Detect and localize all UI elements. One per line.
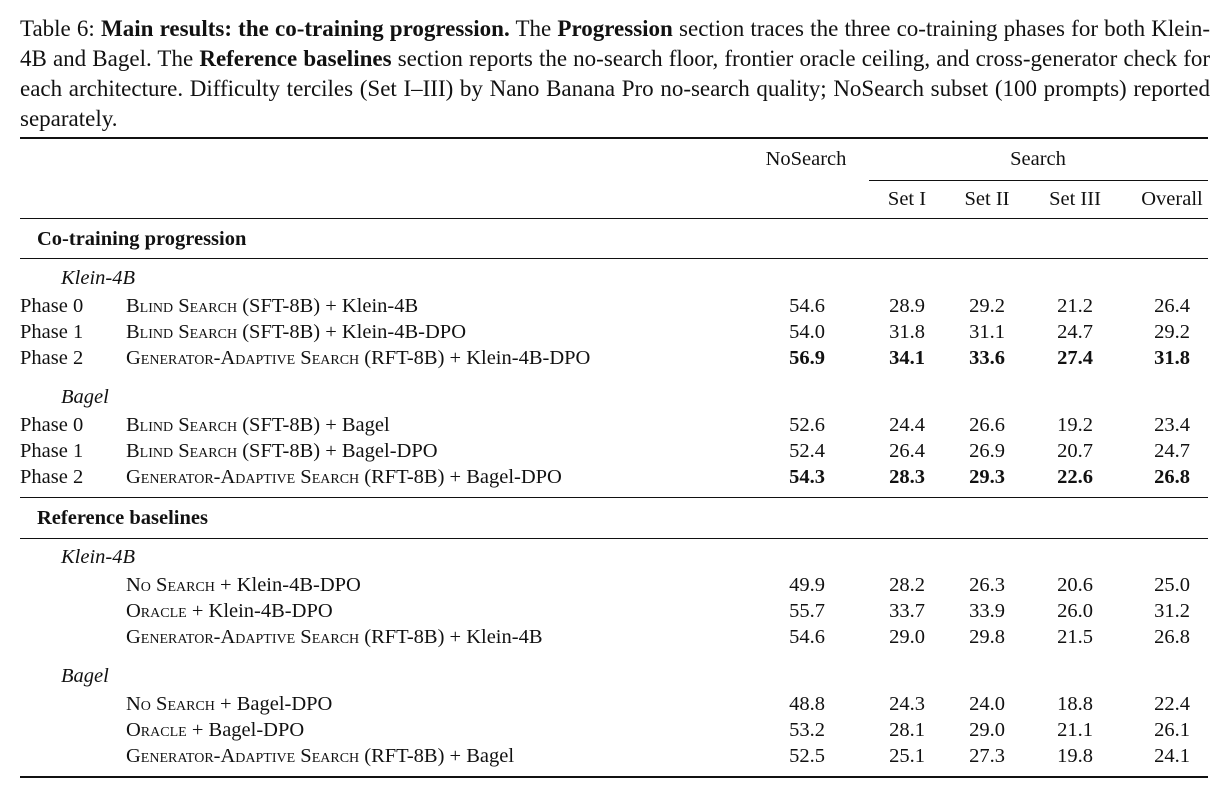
table-cell: 55.7 [789,600,825,622]
table-cell: 31.8 [1154,347,1190,369]
table-cell: 54.3 [789,466,825,488]
group-label: Bagel [61,386,109,408]
table-cell: 25.1 [889,745,925,767]
col-header-set3: Set III [1049,188,1101,210]
phase-label: Phase 2 [20,466,84,488]
phase-label: Phase 0 [20,414,84,436]
table-cell: 29.3 [969,466,1005,488]
group-label: Bagel [61,665,109,687]
table-cell: 26.0 [1057,600,1093,622]
table-cell: 31.8 [889,321,925,343]
nosearch-header: NoSearch [765,148,847,170]
table-cell: 28.3 [889,466,925,488]
method-name [126,346,590,370]
method-prefix: Generator-Adaptive Search [126,347,360,369]
table-cell: 18.8 [1057,693,1093,715]
table-cell: 26.4 [1154,295,1190,317]
method-name [126,413,390,437]
phase-label: Phase 1 [20,321,84,343]
table-cell: 54.6 [789,626,825,648]
table-cell: 29.2 [1154,321,1190,343]
table-cell: 54.0 [789,321,825,343]
method-prefix: No Search [126,693,215,715]
table-cell: 20.6 [1057,574,1093,596]
table-cell: 49.9 [789,574,825,596]
table-cell: 48.8 [789,693,825,715]
table-cell: 56.9 [789,347,825,369]
table-cell: 52.6 [789,414,825,436]
caption-bold-term: Reference baselines [199,46,392,71]
top-rule [20,137,1208,139]
table-cell: 21.5 [1057,626,1093,648]
method-suffix: + Klein-4B-DPO [214,574,361,596]
caption-text: section reports the no-search floor, frontier oracle ceiling, and cross-generator check for each architecture. Difficulty terciles (Set I–III) by Nano Banana Pro no-search quality; NoSearch subset (100 prompts) reported separately. [20,46,1211,131]
table-cell: 29.8 [969,626,1005,648]
method-suffix: (SFT-8B) + Bagel [237,414,390,436]
method-prefix: Blind Search [126,440,238,462]
table-cell: 21.2 [1057,295,1093,317]
table-cell: 24.0 [969,693,1005,715]
method-prefix: Oracle [126,600,187,622]
method-suffix: (RFT-8B) + Bagel-DPO [359,466,562,488]
caption-text: The [515,16,552,41]
table-cell: 33.9 [969,600,1005,622]
method-suffix: (RFT-8B) + Bagel [359,745,515,767]
table-cell: 29.2 [969,295,1005,317]
method-suffix: (SFT-8B) + Bagel-DPO [237,440,438,462]
section-rule [20,538,1208,539]
method-suffix: (RFT-8B) + Klein-4B [359,626,543,648]
search-header: Search [1010,148,1066,170]
table-caption [20,14,1210,134]
method-name [126,599,333,623]
table-cell: 33.7 [889,600,925,622]
table-cell: 22.6 [1057,466,1093,488]
table-cell: 25.0 [1154,574,1190,596]
table-cell: 22.4 [1154,693,1190,715]
table-cell: 23.4 [1154,414,1190,436]
section-divider-rule [20,497,1208,498]
method-prefix: No Search [126,574,215,596]
method-prefix: Blind Search [126,414,238,436]
table-cell: 27.3 [969,745,1005,767]
header-rule [20,218,1208,219]
col-header-overall: Overall [1141,188,1203,210]
method-name [126,692,332,716]
table-cell: 24.7 [1057,321,1093,343]
table-cell: 21.1 [1057,719,1093,741]
caption-label: Table 6: [20,16,95,41]
table-cell: 26.8 [1154,466,1190,488]
table-cell: 31.1 [969,321,1005,343]
bottom-rule [20,776,1208,778]
section-title-reference: Reference baselines [37,507,208,529]
method-prefix: Generator-Adaptive Search [126,466,360,488]
method-suffix: + Klein-4B-DPO [186,600,333,622]
method-prefix: Oracle [126,719,187,741]
method-name [126,465,562,489]
table-cell: 24.1 [1154,745,1190,767]
table-cell: 52.4 [789,440,825,462]
caption-title: Main results: the co-training progression. [101,16,510,41]
table-cell: 31.2 [1154,600,1190,622]
method-prefix: Blind Search [126,321,238,343]
method-suffix: + Bagel-DPO [186,719,305,741]
method-suffix: (SFT-8B) + Klein-4B [237,295,419,317]
table-cell: 20.7 [1057,440,1093,462]
method-name [126,718,304,742]
table-cell: 19.2 [1057,414,1093,436]
table-cell: 24.7 [1154,440,1190,462]
col-header-set2: Set II [964,188,1010,210]
table-cell: 28.1 [889,719,925,741]
table-cell: 26.1 [1154,719,1190,741]
table-cell: 26.4 [889,440,925,462]
table-cell: 54.6 [789,295,825,317]
table-cell: 29.0 [889,626,925,648]
table-cell: 26.8 [1154,626,1190,648]
table-cell: 53.2 [789,719,825,741]
method-prefix: Blind Search [126,295,238,317]
method-suffix: + Bagel-DPO [214,693,333,715]
table-cell: 24.3 [889,693,925,715]
phase-label: Phase 2 [20,347,84,369]
method-name [126,294,418,318]
method-suffix: (SFT-8B) + Klein-4B-DPO [237,321,467,343]
caption-bold-term: Progression [557,16,673,41]
table-cell: 29.0 [969,719,1005,741]
group-label: Klein-4B [61,546,136,568]
table-cell: 26.3 [969,574,1005,596]
table-cell: 33.6 [969,347,1005,369]
phase-label: Phase 0 [20,295,84,317]
method-name [126,573,361,597]
method-name [126,744,514,768]
table-cell: 28.2 [889,574,925,596]
method-name [126,320,466,344]
table-cell: 27.4 [1057,347,1093,369]
table-cell: 26.9 [969,440,1005,462]
table-cell: 26.6 [969,414,1005,436]
section-title-cotraining: Co-training progression [37,228,247,250]
method-prefix: Generator-Adaptive Search [126,745,360,767]
caption-text: section traces the three co-training phases for both Klein-4B and Bagel. The [20,16,1211,71]
table-cell: 19.8 [1057,745,1093,767]
method-prefix: Generator-Adaptive Search [126,626,360,648]
table-cell: 24.4 [889,414,925,436]
search-cmidrule [869,180,1208,181]
group-label: Klein-4B [61,267,136,289]
phase-label: Phase 1 [20,440,84,462]
col-header-set1: Set I [887,188,927,210]
table-cell: 28.9 [889,295,925,317]
section-rule [20,258,1208,259]
method-suffix: (RFT-8B) + Klein-4B-DPO [359,347,591,369]
method-name [126,625,543,649]
table-cell: 52.5 [789,745,825,767]
table-cell: 34.1 [889,347,925,369]
method-name [126,439,438,463]
